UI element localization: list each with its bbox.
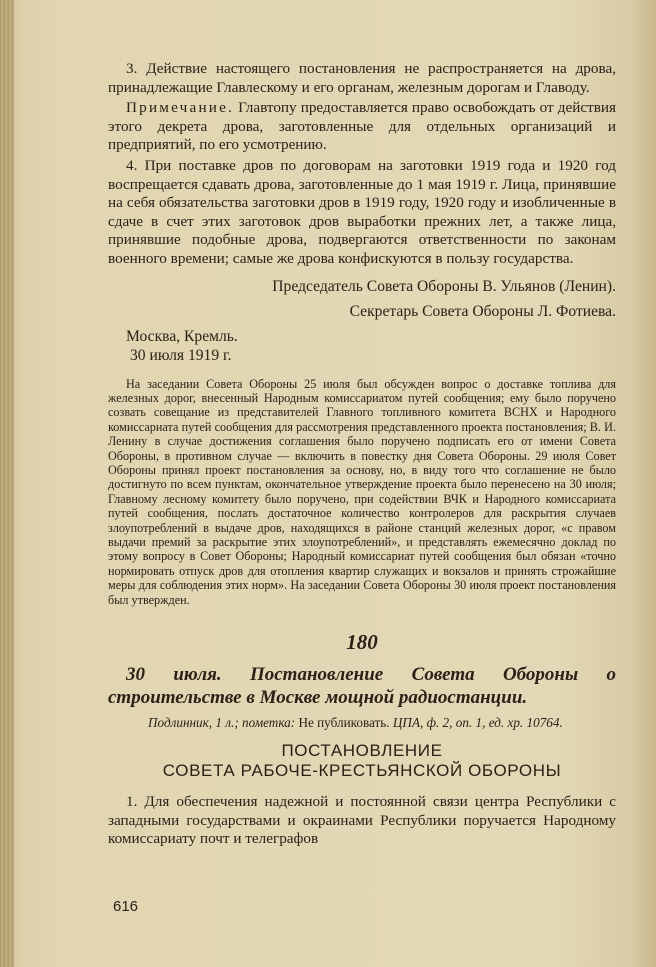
editorial-commentary: На заседании Совета Обороны 25 июля был обсужден вопрос о доставке топлива для железных дорог, внесенный Народным комиссариатом путей сообщения; ему было поручено созвать совещание из представителей Главного топливного комитета ВСНХ и Народного комиссариата путей сообщения для рассмотрения представленного проекта постановления; В. И. Ленину в случае достижения соглашения было поручено подписать его от имени Совета Обороны, в противном случае — включить в повестку дня Совета Обороны. 29 июля Совет Обороны принял проект постановления за основу, но, в виду того что соглашение не было достигнуто по всем пунктам, окончательное утверждение проекта было перенесено на 30 июля; Главному лесному комитету было поручено, при содействии ВЧК и Народного комиссариата путей сообщения, послать достаточное количество контролеров для раскрытия случаев злоупотреблений в выдаче дров, находящихся в районе станций железных дорог, «с правом выдачи премий за раскрытие этих злоупотреблений», и представлять ежемесячно доклад по этому вопросу в Совет Обороны; Народный комиссариат путей сообщения был обязан «точно нормировать отпуск дров для отопления квартир служащих и вокзалов и принять строжайшие меры для соблюдения этих норм». На заседании Совета Обороны 30 июля проект постановления был утвержден. [108,376,616,607]
note-label: Примечание. [126,99,235,117]
page-number: 616 [113,898,139,915]
signature-chairman: Председатель Совета Обороны В. Ульянов (Ленин). [272,277,616,295]
document-number: 180 [346,630,378,655]
date-line: 30 июля 1919 г. [130,346,232,364]
paragraph-4: 4. При поставке дров по договорам на заготовки 1919 года и 1920 год воспрещается сдавать дрова, заготовленные до 1 мая 1919 г. Лица, принявшие на себя обязательства заготовки дров в 1919 году, 1920 году и изобличенные в сдаче в счет этих заготовок дров выработки прежних лет, а также лица, принявшие подобные дрова, подвергаются ответственности по законам военного времени; самые же дрова конфискуются в пользу государства. [108,156,616,267]
archival-mark: Не публиковать. [295,715,393,731]
note-paragraph [108,99,616,155]
signature-secretary: Секретарь Совета Обороны Л. Фотиева. [349,302,616,320]
place-line: Москва, Кремль. [126,327,238,345]
resolution-heading-line2: СОВЕТА РАБОЧЕ-КРЕСТЬЯНСКОЙ ОБОРОНЫ [162,761,562,781]
archival-note [108,715,616,731]
resolution-heading-line1: ПОСТАНОВЛЕНИЕ [281,741,443,761]
paragraph-3: 3. Действие настоящего постановления не распространяется на дрова, принадлежащие Главлескому и его органам, железным дорогам и Главоду. [108,60,616,96]
archival-reference: ЦПА, ф. 2, оп. 1, ед. хр. 10764. [392,715,563,731]
resolution-paragraph-1: 1. Для обеспечения надежной и постоянной связи центра Республики с западными государствами и окраинами Республики поручается Народному комиссариату почт и телеграфов [108,793,616,848]
page-content [108,60,616,849]
document-title: 30 июля. Постановление Совета Обороны о строительстве в Москве мощной радиостанции. [108,664,616,709]
archival-label: Подлинник, 1 л.; пометка: [148,715,296,731]
note-text: Главтопу предоставляется право освобождать от действия этого декрета дрова, заготовленные для отдельных организаций и предприятий, по его усмотрению. [108,99,616,154]
book-spine [0,0,14,967]
